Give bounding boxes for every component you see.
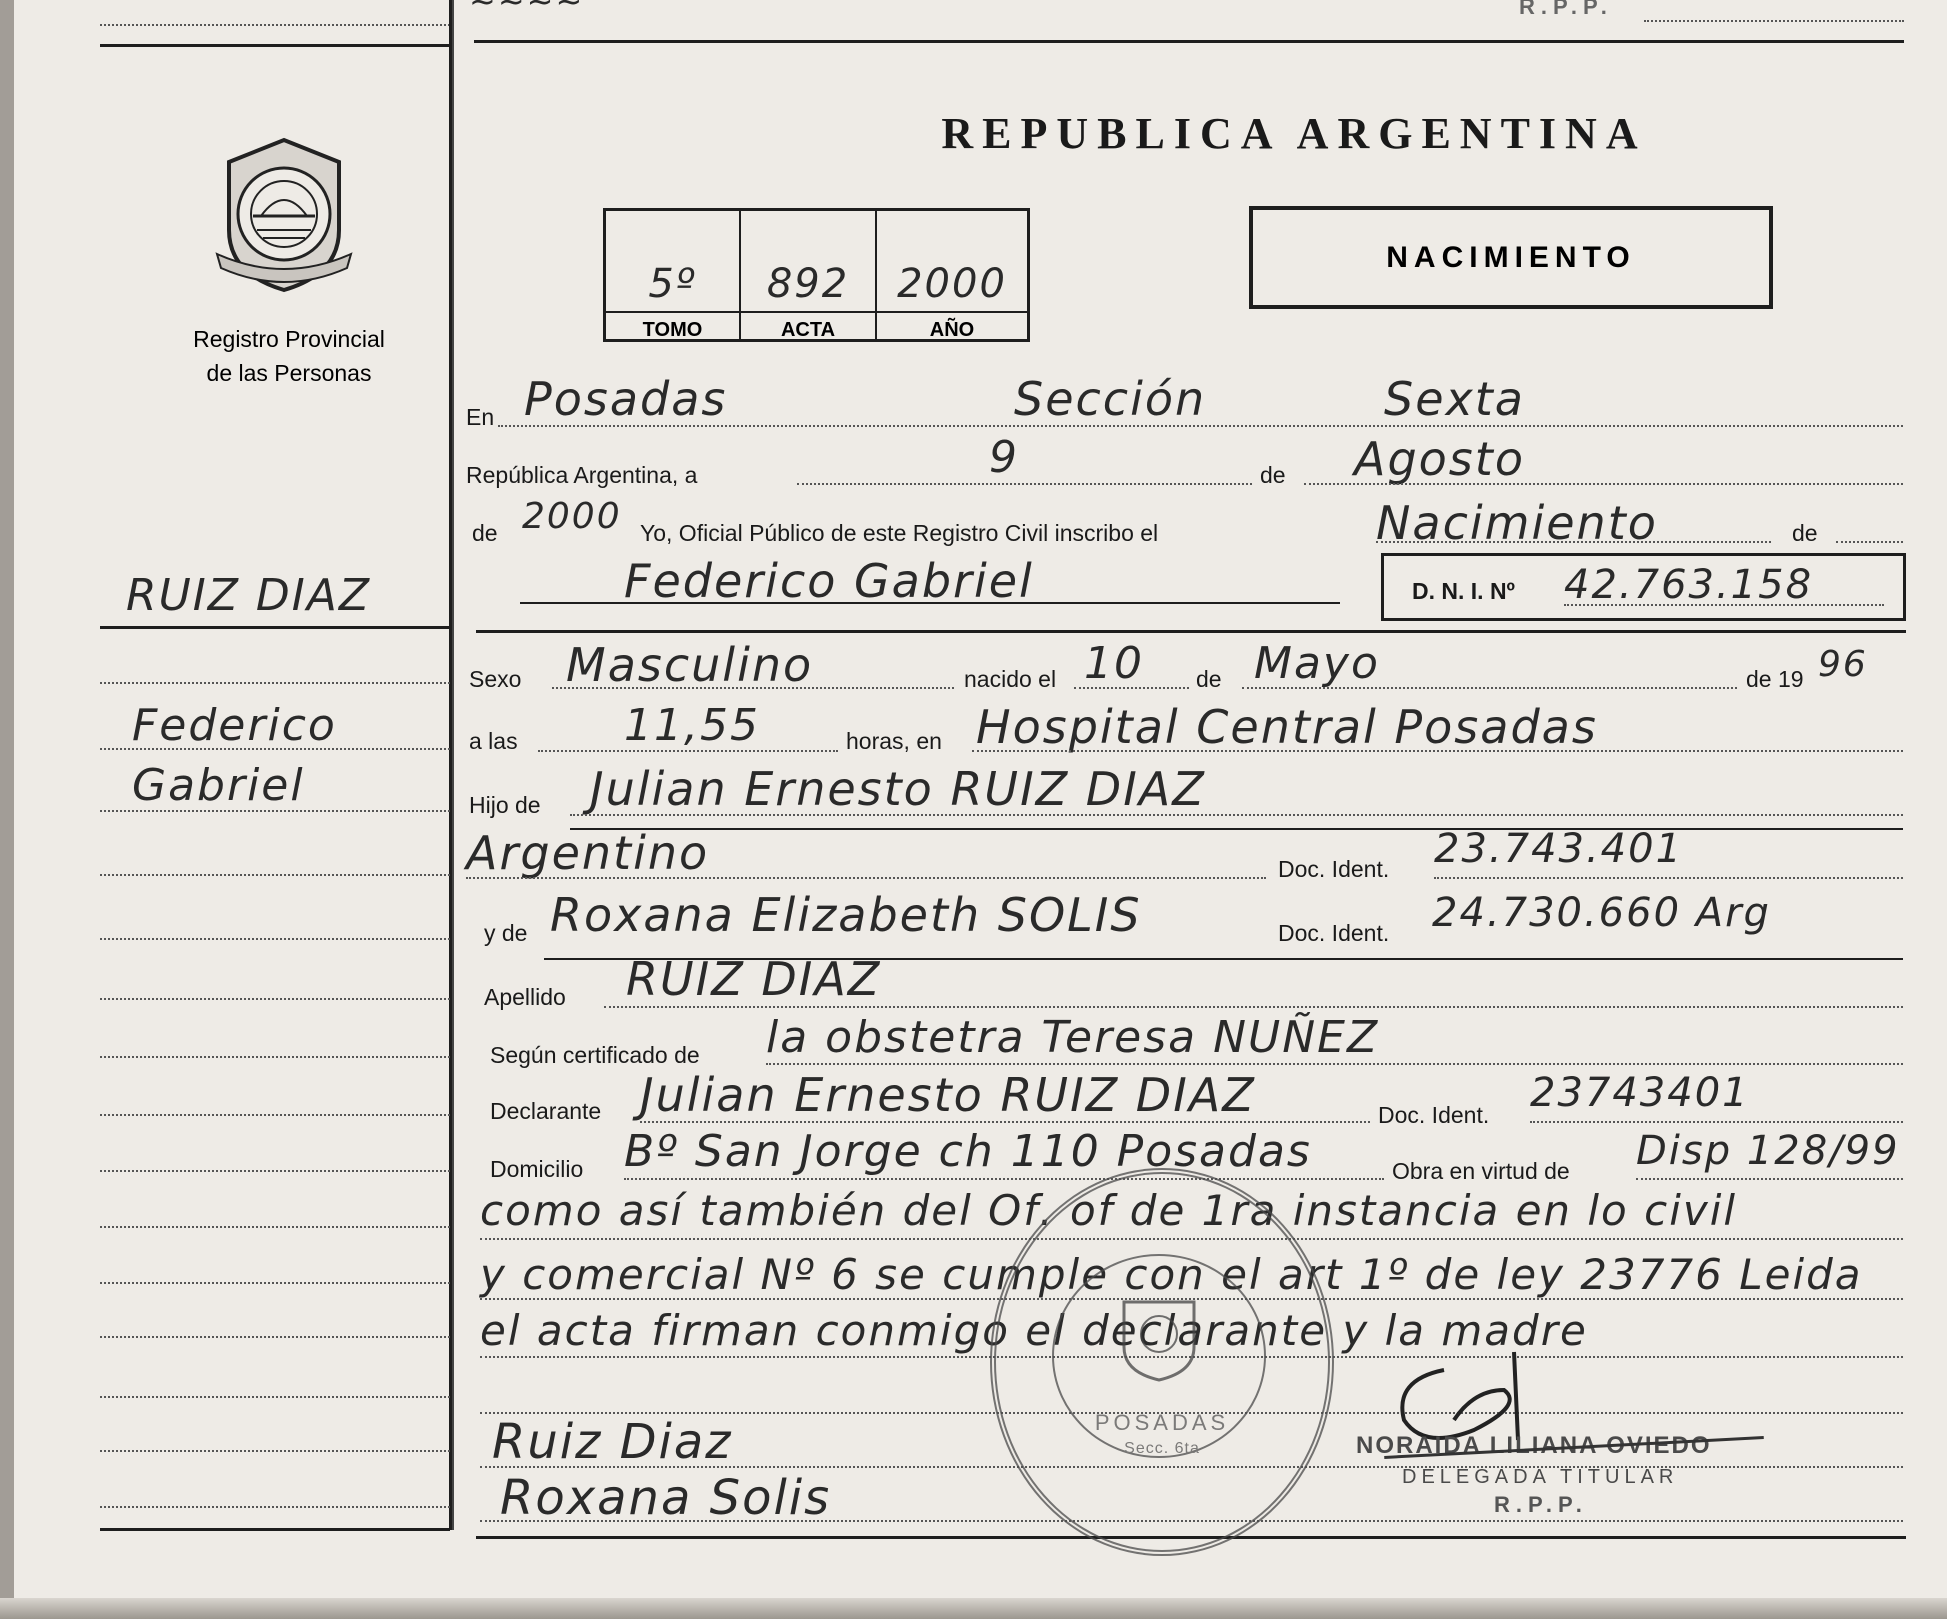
line-fecha-2 bbox=[1304, 483, 1903, 485]
sidebar-line bbox=[100, 1336, 450, 1338]
city-value: Posadas bbox=[524, 372, 728, 426]
anio-cell bbox=[877, 211, 1027, 339]
en-label: En bbox=[466, 404, 495, 430]
sidebar-line bbox=[100, 874, 450, 876]
birth-place: Hospital Central Posadas bbox=[976, 700, 1598, 754]
top-dotted-line bbox=[1644, 20, 1904, 22]
line-surname bbox=[604, 1006, 1903, 1008]
acta-cell bbox=[741, 211, 877, 339]
sexo-value: Masculino bbox=[566, 638, 814, 692]
declarant-label: Declarante bbox=[490, 1098, 602, 1124]
top-cut-stamp: R.P.P. bbox=[1519, 0, 1613, 19]
act-type-value: Nacimiento bbox=[1376, 496, 1658, 550]
sidebar-line bbox=[100, 1396, 450, 1398]
sidebar-surname: RUIZ DIAZ bbox=[126, 570, 371, 621]
inscription-year: 2000 bbox=[522, 496, 622, 537]
inscribe-text: Yo, Oficial Público de este Registro Civil inscribo el bbox=[640, 520, 1159, 546]
sidebar-line bbox=[100, 1450, 450, 1452]
line-father-doc bbox=[1434, 877, 1903, 879]
line-father bbox=[570, 814, 1903, 816]
horas-en-label: horas, en bbox=[846, 728, 942, 754]
address-value: Bº San Jorge ch 110 Posadas bbox=[624, 1126, 1312, 1177]
certificate-page bbox=[14, 0, 1947, 1598]
document-title: REPUBLICA ARGENTINA bbox=[941, 109, 1647, 158]
fecha-de-label: de bbox=[1260, 462, 1286, 488]
certificate-label: Según certificado de bbox=[490, 1042, 700, 1068]
acta-label: ACTA bbox=[741, 311, 875, 342]
line-birth-month bbox=[1242, 687, 1737, 689]
father-name: Julian Ernesto RUIZ DIAZ bbox=[590, 762, 1206, 816]
birth-year-suffix: 96 bbox=[1818, 644, 1868, 685]
father-signature: Ruiz Diaz bbox=[492, 1414, 733, 1470]
sidebar-line bbox=[100, 810, 450, 812]
line-time bbox=[538, 750, 838, 752]
anio-label: AÑO bbox=[877, 311, 1027, 342]
mother-label: y de bbox=[484, 920, 528, 946]
sidebar-line bbox=[100, 1056, 450, 1058]
obra-value: Disp 128/99 bbox=[1636, 1128, 1900, 1174]
line-nationality bbox=[466, 877, 1266, 879]
sidebar-line bbox=[100, 1282, 450, 1284]
main-section-rule bbox=[476, 630, 1906, 633]
line-address bbox=[624, 1178, 1384, 1180]
sidebar-top-rule bbox=[100, 44, 450, 47]
anio-value: 2000 bbox=[897, 261, 1007, 307]
certificate-value: la obstetra Teresa NUÑEZ bbox=[766, 1012, 1380, 1063]
sidebar-given-name-2: Gabriel bbox=[132, 760, 305, 811]
official-title: DELEGADA TITULAR bbox=[1402, 1466, 1679, 1488]
mother-name: Roxana Elizabeth SOLIS bbox=[550, 888, 1142, 942]
top-cut-signature: ~~~~ bbox=[469, 0, 585, 20]
birth-de-label: de bbox=[1196, 666, 1222, 692]
hora-label: a las bbox=[469, 728, 518, 754]
issuer-name: Registro Provincial de las Personas bbox=[193, 326, 385, 386]
acta-value: 892 bbox=[766, 261, 850, 307]
seal-section: Secc. 6ta bbox=[1124, 1440, 1200, 1457]
official-name: NORAIDA LILIANA OVIEDO bbox=[1356, 1432, 1712, 1459]
surname-label: Apellido bbox=[484, 984, 566, 1010]
sidebar-line bbox=[100, 1506, 450, 1508]
line-inscribe-end bbox=[1836, 541, 1903, 543]
top-main-rule bbox=[474, 40, 1904, 43]
paper-edge bbox=[0, 1598, 1947, 1619]
dni-value: 42.763.158 bbox=[1564, 562, 1814, 608]
inscription-month: Agosto bbox=[1354, 432, 1525, 486]
line-child-name bbox=[520, 602, 1340, 604]
obra-label: Obra en virtud de bbox=[1392, 1158, 1570, 1184]
note-line-1: como así también del Of. of de 1ra instancia en lo civil bbox=[480, 1186, 1738, 1235]
sidebar-line bbox=[100, 748, 450, 750]
sidebar-line bbox=[100, 1114, 450, 1116]
father-label: Hijo de bbox=[469, 792, 541, 818]
sidebar-surname-rule bbox=[100, 626, 450, 629]
line-father-under bbox=[570, 828, 1903, 830]
line-birth-day bbox=[1074, 687, 1189, 689]
seal-emblem-icon bbox=[1114, 1292, 1204, 1382]
tomo-cell bbox=[606, 211, 741, 339]
father-doc: 23.743.401 bbox=[1434, 826, 1684, 872]
fecha-label: República Argentina, a bbox=[466, 462, 698, 488]
line-obra bbox=[1636, 1178, 1903, 1180]
seal-city: POSADAS bbox=[1094, 1410, 1230, 1435]
line-place bbox=[972, 750, 1903, 752]
act-type-box bbox=[1249, 206, 1773, 309]
section-word: Sección bbox=[1014, 372, 1207, 426]
tomo-label: TOMO bbox=[606, 311, 739, 342]
sidebar-line bbox=[100, 1170, 450, 1172]
official-seal bbox=[990, 1168, 1334, 1556]
note-line-3: el acta firman conmigo el declarante y la madre bbox=[480, 1306, 1588, 1355]
line-sexo bbox=[552, 687, 954, 689]
year-de-label: de bbox=[472, 520, 498, 546]
line-fecha-1 bbox=[797, 483, 1252, 485]
sidebar-line bbox=[100, 1226, 450, 1228]
line-dni bbox=[1564, 604, 1884, 606]
line-inscribe bbox=[1376, 541, 1771, 543]
act-type-label: NACIMIENTO bbox=[1386, 240, 1636, 274]
dni-label: D. N. I. Nº bbox=[1412, 578, 1515, 604]
inscription-day: 9 bbox=[989, 432, 1019, 483]
surname-value: RUIZ DIAZ bbox=[626, 952, 882, 1006]
sidebar-line bbox=[100, 682, 450, 684]
sidebar-bottom-rule bbox=[100, 1528, 450, 1531]
mother-doc: 24.730.660 Arg bbox=[1432, 890, 1771, 936]
sidebar-top-dotted-line bbox=[100, 24, 450, 26]
vertical-divider-inner bbox=[452, 0, 454, 1530]
birth-day: 10 bbox=[1084, 638, 1144, 689]
section-value: Sexta bbox=[1384, 372, 1525, 426]
mother-signature: Roxana Solis bbox=[500, 1470, 832, 1526]
sidebar-given-name-1: Federico bbox=[132, 700, 337, 751]
emblem-provincia-de-misiones-icon bbox=[209, 134, 359, 296]
child-name: Federico Gabriel bbox=[624, 554, 1034, 608]
nacido-label: nacido el bbox=[964, 666, 1057, 692]
sidebar-line bbox=[100, 938, 450, 940]
declarant-doc-label: Doc. Ident. bbox=[1378, 1102, 1490, 1128]
father-doc-label: Doc. Ident. bbox=[1278, 856, 1390, 882]
inscribe-de-label: de bbox=[1792, 520, 1818, 546]
declarant-name: Julian Ernesto RUIZ DIAZ bbox=[640, 1068, 1256, 1122]
line-certificate bbox=[766, 1063, 1903, 1065]
line-declarant bbox=[640, 1121, 1370, 1123]
note-line-2: y comercial Nº 6 se cumple con el art 1º de ley 23776 Leida bbox=[480, 1250, 1863, 1299]
address-label: Domicilio bbox=[490, 1156, 584, 1182]
birth-year-label: de 19 bbox=[1746, 666, 1804, 692]
line-en bbox=[498, 425, 1903, 427]
official-org: R.P.P. bbox=[1494, 1492, 1588, 1517]
mother-doc-label: Doc. Ident. bbox=[1278, 920, 1390, 946]
line-declarant-doc bbox=[1530, 1121, 1903, 1123]
tomo-value: 5º bbox=[648, 261, 697, 307]
declarant-doc: 23743401 bbox=[1530, 1070, 1750, 1116]
dni-box bbox=[1381, 553, 1906, 621]
father-nationality: Argentino bbox=[466, 826, 710, 880]
sidebar-line bbox=[100, 998, 450, 1000]
birth-time: 11,55 bbox=[624, 700, 760, 751]
sexo-label: Sexo bbox=[469, 666, 522, 692]
registry-box bbox=[603, 208, 1030, 342]
birth-month: Mayo bbox=[1254, 638, 1380, 689]
